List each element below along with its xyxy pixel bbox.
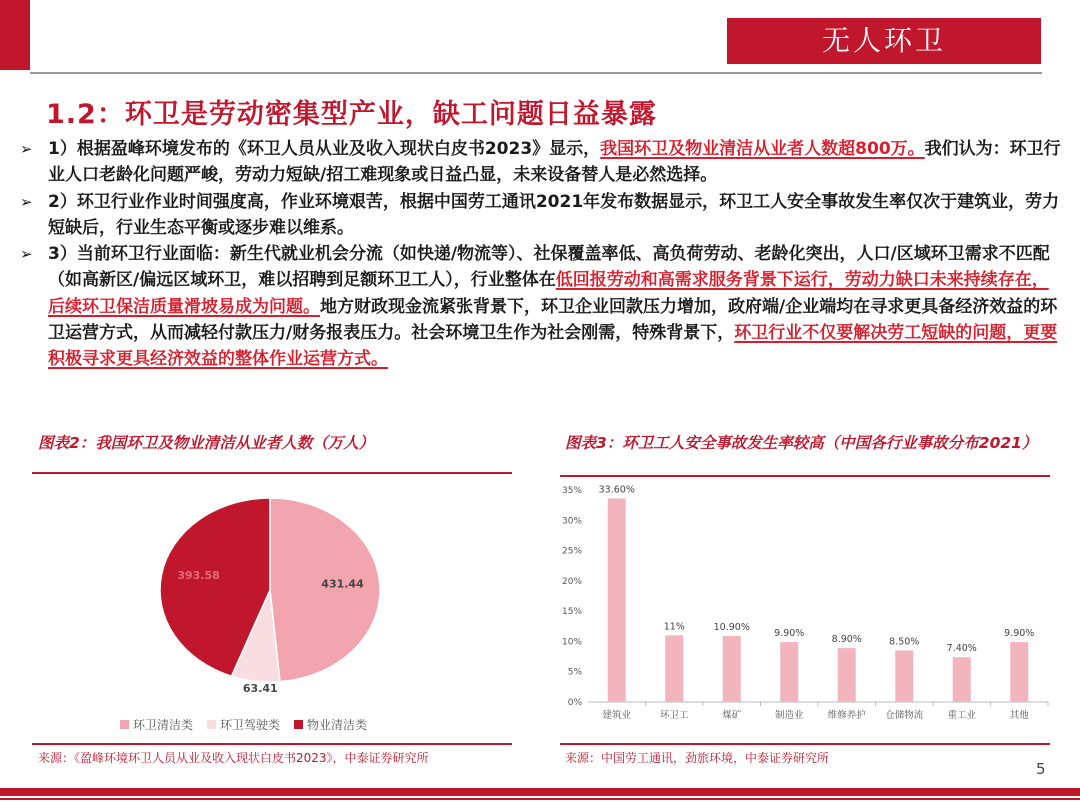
pie-figure-rule xyxy=(32,472,512,474)
bar xyxy=(608,498,626,702)
legend-item xyxy=(294,716,367,733)
pie-data-label: 63.41 xyxy=(242,682,278,695)
bar-chart xyxy=(548,480,1058,730)
x-tick-label: 其他 xyxy=(1009,710,1029,721)
page-number: 5 xyxy=(1036,760,1046,778)
x-tick-label: 重工业 xyxy=(947,710,977,721)
arrow-bullet-icon: ➢ xyxy=(20,192,33,211)
bar-figure-rule xyxy=(560,475,1050,477)
pie-figure-source: 来源：《盈峰环境环卫人员从业及收入现状白皮书2023》，中泰证券研究所 xyxy=(38,751,429,765)
bullet-item xyxy=(20,136,1064,189)
bar xyxy=(953,657,971,702)
bar-figure-title: 图表3：环卫工人安全事故发生率较高（中国各行业事故分布2021） xyxy=(565,434,1038,452)
x-tick-label: 建筑业 xyxy=(602,710,632,721)
legend-item xyxy=(120,716,193,733)
bullet-item xyxy=(20,241,1064,372)
bullet-item xyxy=(20,189,1064,242)
y-tick-label: 20% xyxy=(561,576,582,587)
pie-figure-title: 图表2：我国环卫及物业清洁从业者人数（万人） xyxy=(38,434,375,452)
bullet-list xyxy=(20,136,1064,373)
bar-figure-bottom-rule xyxy=(560,743,1050,745)
pie-figure-bottom-rule xyxy=(32,743,512,745)
bullet-text: 3）当前环卫行业面临：新生代就业机会分流（如快递/物流等）、社保覆盖率低、高负荷劳动、老龄化突出，人口/区域环卫需求不匹配（如高新区/偏远区域环卫，难以招聘到足额环卫工人），行业整体在 xyxy=(48,244,1050,291)
legend-label: 环卫驾驶类 xyxy=(220,718,281,732)
footer-rule xyxy=(0,798,1080,800)
legend-swatch xyxy=(294,720,303,729)
bar xyxy=(780,642,798,702)
arrow-bullet-icon: ➢ xyxy=(20,245,33,264)
header-divider xyxy=(30,72,1042,74)
bar-data-label: 11% xyxy=(663,621,685,633)
footer-bar xyxy=(0,788,1080,796)
legend-swatch xyxy=(207,720,216,729)
legend-swatch xyxy=(120,720,129,729)
y-tick-label: 10% xyxy=(561,637,582,648)
x-tick-label: 制造业 xyxy=(774,710,804,721)
legend-item xyxy=(207,716,280,733)
bar xyxy=(895,651,913,702)
bar-data-label: 10.90% xyxy=(713,621,750,633)
bullet-text: 地方财政现金流紧张背景下，环卫企业回款压力增加，政府端/企业端均在寻求更具备经济效益的环卫运营方式，从而减轻付款压力/财务报表压力。社会环境卫生作为社会刚需，特殊背景下， xyxy=(48,296,1058,344)
y-tick-label: 15% xyxy=(561,607,582,618)
legend-label: 物业清洁类 xyxy=(307,718,368,732)
bullet-highlight-text: 环卫行业不仅要解决劳工短缺的问题，更要积极寻求更具经济效益的整体作业运营方式。 xyxy=(48,323,1058,370)
bar xyxy=(723,636,741,702)
bullet-text: 1）根据盈峰环境发布的《环卫人员从业及收入现状白皮书2023》显示， xyxy=(48,139,601,159)
arrow-bullet-icon: ➢ xyxy=(20,140,33,158)
bullet-highlight-text: 我国环卫及物业清洁从业者人数超800万。 xyxy=(600,139,925,159)
x-tick-label: 仓储物流 xyxy=(885,710,924,721)
bar xyxy=(1010,642,1028,702)
bar xyxy=(665,635,683,702)
bar-figure-source: 来源：中国劳工通讯，劲旅环境，中泰证券研究所 xyxy=(565,751,830,765)
x-tick-label: 煤矿 xyxy=(722,710,742,721)
pie-legend xyxy=(120,716,367,733)
y-tick-label: 0% xyxy=(567,698,582,708)
section-brand-label: 无人环卫 xyxy=(727,18,1041,64)
legend-label: 环卫清洁类 xyxy=(133,718,194,732)
y-tick-label: 5% xyxy=(567,667,582,678)
bullet-highlight-text: 低回报劳动和高需求服务背景下运行，劳动力缺口未来持续存在，后续环卫保洁质量滑坡易成为问题。 xyxy=(48,270,1049,317)
bar-data-label: 9.90% xyxy=(1004,628,1035,640)
bar xyxy=(838,648,856,702)
pie-data-label: 393.58 xyxy=(177,569,220,583)
bar-data-label: 8.50% xyxy=(889,636,920,648)
bar-data-label: 8.90% xyxy=(831,634,862,646)
x-tick-label: 维修养护 xyxy=(827,710,866,721)
y-tick-label: 25% xyxy=(561,546,582,557)
bar-data-label: 9.90% xyxy=(774,628,805,640)
bar-data-label: 33.60% xyxy=(598,484,635,496)
bar-data-label: 7.40% xyxy=(946,643,977,655)
y-tick-label: 35% xyxy=(561,486,582,496)
y-tick-label: 30% xyxy=(561,516,582,527)
x-tick-label: 环卫工 xyxy=(659,710,689,721)
bullet-text: 2）环卫行业作业时间强度高，作业环境艰苦，根据中国劳工通讯2021年发布数据显示，环卫工人安全事故发生率仅次于建筑业，劳力短缺后，行业生态平衡或逐步难以维系。 xyxy=(48,191,1060,238)
pie-data-label: 431.44 xyxy=(321,577,364,591)
page-title: 1.2：环卫是劳动密集型产业，缺工问题日益暴露 xyxy=(46,99,657,130)
corner-accent-bar xyxy=(0,0,30,70)
bullet-text: 我们认为：环卫行业人口老龄化问题严峻，劳动力短缺/招工难现象或日益凸显，未来设备替人是必然选择。 xyxy=(48,139,1061,186)
pie-chart xyxy=(140,490,400,700)
